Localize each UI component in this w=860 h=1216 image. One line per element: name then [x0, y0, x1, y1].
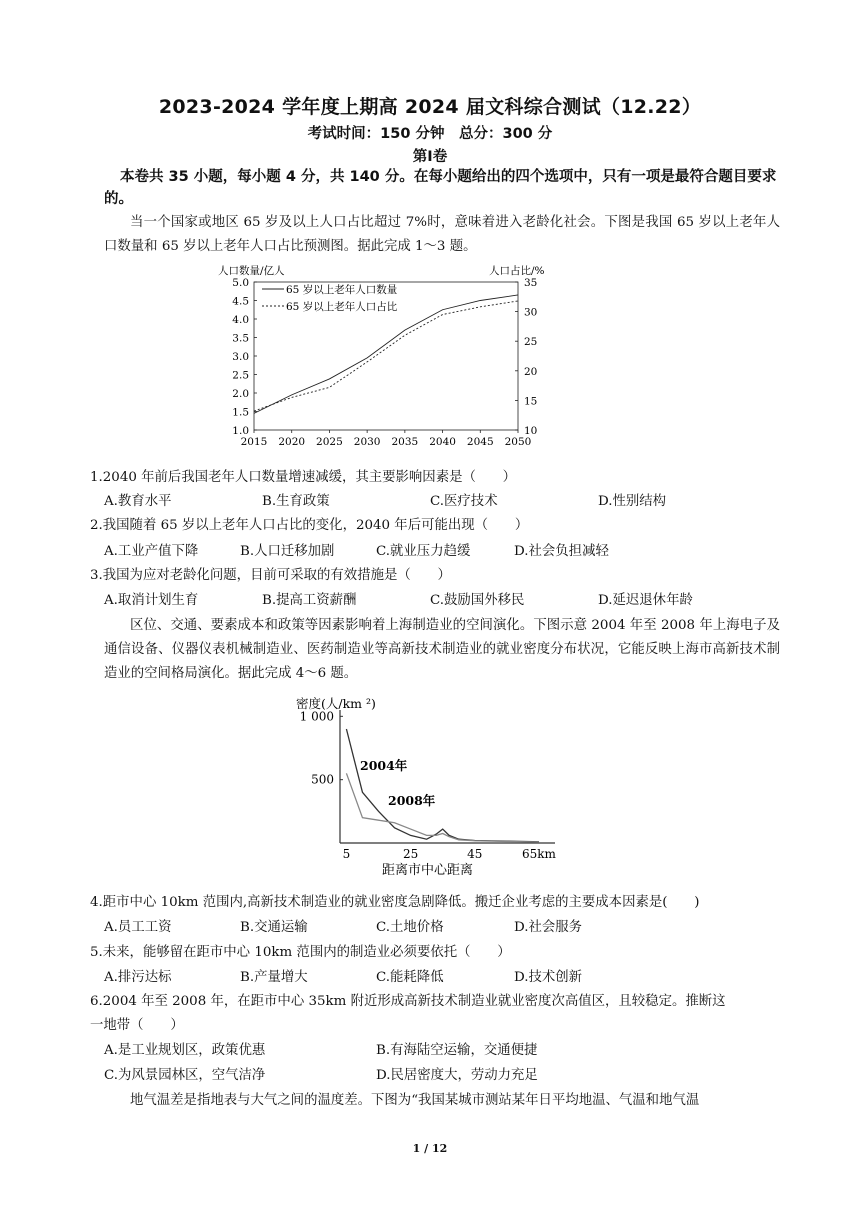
x-tick-label: 2020	[278, 436, 306, 448]
question-6-cont: 一地带（ ）	[90, 1018, 184, 1033]
chart1-ylabel: 人口数量/亿人	[218, 265, 285, 277]
passage-shanghai: 区位、交通、要素成本和政策等因素影响着上海制造业的空间演化。下图示意 2004 年至 2008 年上海电子及通信设备、仪器仪表机械制造业、医药制造业等高新技术制造业的就业密度分布状况，它能反映上海市高新技术制造业的空间格局演化。据此完成 4～6 题。	[104, 618, 780, 681]
y-tick-label: 5.0	[232, 277, 249, 289]
x-tick-label: 65km	[521, 847, 556, 861]
option-d[interactable]: D.社会负担减轻	[514, 544, 609, 559]
passage-aging: 当一个国家或地区 65 岁及以上人口占比超过 7%时，意味着进入老龄化社会。下图是我国 65 岁以上老年人口数量和 65 岁以上老年人口占比预测图。据此完成 1～3 题。	[104, 215, 780, 254]
option-b[interactable]: B.产量增大	[240, 970, 308, 985]
question-3: 3.我国为应对老龄化问题，目前可采取的有效措施是（ ）	[90, 568, 451, 583]
y-tick-label: 2.5	[232, 369, 249, 382]
y-tick-label: 2.0	[232, 388, 249, 400]
chart2-ylabel: 密度(人/km ²)	[296, 696, 376, 711]
employment-density-chart	[290, 690, 570, 880]
option-b[interactable]: B.提高工资薪酬	[262, 593, 357, 608]
option-c[interactable]: C.就业压力趋缓	[376, 544, 471, 559]
option-a[interactable]: A.取消计划生育	[104, 593, 199, 608]
y-tick-label: 1.0	[232, 425, 249, 437]
question-6: 6.2004 年至 2008 年，在距市中心 35km 附近形成高新技术制造业就业密度次高值区，且较稳定。推断这	[90, 994, 726, 1009]
question-6-options-row2	[104, 1064, 784, 1088]
option-c[interactable]: C.土地价格	[376, 920, 444, 935]
y2-tick-label: 30	[524, 306, 538, 319]
option-d[interactable]: D.社会服务	[514, 920, 583, 935]
option-a[interactable]: A.工业产值下降	[104, 544, 199, 559]
chart1-legend-share: 65 岁以上老年人口占比	[286, 301, 398, 313]
option-d[interactable]: D.延迟退休年龄	[598, 593, 693, 608]
x-tick-label: 2050	[504, 436, 532, 448]
option-c[interactable]: C.医疗技术	[430, 494, 498, 509]
page-number: 1 / 12	[412, 1142, 448, 1155]
aging-population-chart	[212, 258, 572, 458]
question-1-options	[104, 490, 784, 514]
option-b[interactable]: B.交通运输	[240, 920, 308, 935]
option-a[interactable]: A.员工工资	[104, 920, 172, 935]
y-tick-label: 1 000	[299, 709, 334, 724]
exam-title: 2023-2024 学年度上期高 2024 届文科综合测试（12.22）	[158, 96, 702, 118]
y-tick-label: 3.0	[232, 351, 249, 363]
question-3-options	[104, 589, 784, 613]
question-5: 5.未来，能够留在距市中心 10km 范围内的制造业必须要依托（ ）	[90, 945, 511, 960]
option-b[interactable]: B.生育政策	[262, 494, 330, 509]
question-2: 2.我国随着 65 岁以上老年人口占比的变化，2040 年后可能出现（ ）	[90, 518, 529, 533]
x-tick-label: 2025	[316, 436, 343, 448]
option-a[interactable]: A.是工业规划区，政策优惠	[104, 1043, 266, 1058]
x-tick-label: 2035	[391, 436, 419, 448]
question-4: 4.距市中心 10km 范围内,高新技术制造业的就业密度急剧降低。搬迁企业考虑的主要成本因素是( )	[90, 895, 700, 910]
option-a[interactable]: A.排污达标	[104, 970, 172, 985]
chart2-series-2004: 2004年	[360, 758, 408, 773]
option-a[interactable]: A.教育水平	[104, 494, 172, 509]
y2-tick-label: 15	[524, 395, 538, 408]
chart1-legend-count: 65 岁以上老年人口数量	[286, 284, 398, 296]
density-2004-line	[346, 729, 539, 842]
option-c[interactable]: C.鼓励国外移民	[430, 593, 525, 608]
x-tick-label: 2045	[466, 436, 494, 448]
y-tick-label: 1.5	[232, 406, 249, 419]
x-tick-label: 2040	[429, 436, 456, 448]
option-d[interactable]: D.技术创新	[514, 970, 583, 985]
y-tick-label: 3.5	[232, 332, 249, 345]
y2-tick-label: 10	[524, 425, 538, 437]
y-tick-label: 500	[311, 772, 334, 787]
y2-tick-label: 25	[524, 336, 538, 349]
question-2-options	[104, 540, 784, 564]
question-1: 1.2040 年前后我国老年人口数量增速减缓，其主要影响因素是（ ）	[90, 470, 517, 485]
y-tick-label: 4.5	[232, 295, 249, 308]
x-tick-label: 25	[402, 847, 419, 861]
exam-info: 考试时间：150 分钟 总分：300 分	[307, 126, 553, 142]
option-c[interactable]: C.为风景园林区，空气洁净	[104, 1068, 266, 1083]
x-tick-label: 45	[467, 847, 483, 861]
chart2-series-2008: 2008年	[388, 793, 436, 808]
option-d[interactable]: D.性别结构	[598, 494, 667, 509]
option-b[interactable]: B.有海陆空运输，交通便捷	[376, 1043, 538, 1058]
option-d[interactable]: D.民居密度大，劳动力充足	[376, 1068, 538, 1083]
question-5-options	[104, 966, 784, 990]
question-4-options	[104, 916, 784, 940]
option-c[interactable]: C.能耗降低	[376, 970, 444, 985]
y-tick-label: 4.0	[232, 314, 249, 326]
y2-tick-label: 35	[524, 277, 538, 289]
chart1-y2label: 人口占比/%	[489, 265, 545, 277]
option-b[interactable]: B.人口迁移加剧	[240, 544, 335, 559]
section-heading: 第Ⅰ卷	[412, 149, 448, 165]
instructions: 本卷共 35 小题，每小题 4 分，共 140 分。在每小题给出的四个选项中，只有一项是最符合题目要求的。	[104, 169, 777, 207]
x-tick-label: 5	[342, 847, 351, 861]
question-6-options-row1	[104, 1039, 784, 1063]
x-tick-label: 2015	[240, 436, 268, 448]
x-tick-label: 2030	[353, 436, 381, 448]
chart2-xlabel: 距离市中心距离	[382, 863, 474, 878]
passage-ground-temp: 地气温差是指地表与大气之间的温度差。下图为“我国某城市测站某年日平均地温、气温和地气温	[130, 1093, 700, 1108]
y2-tick-label: 20	[524, 365, 538, 378]
